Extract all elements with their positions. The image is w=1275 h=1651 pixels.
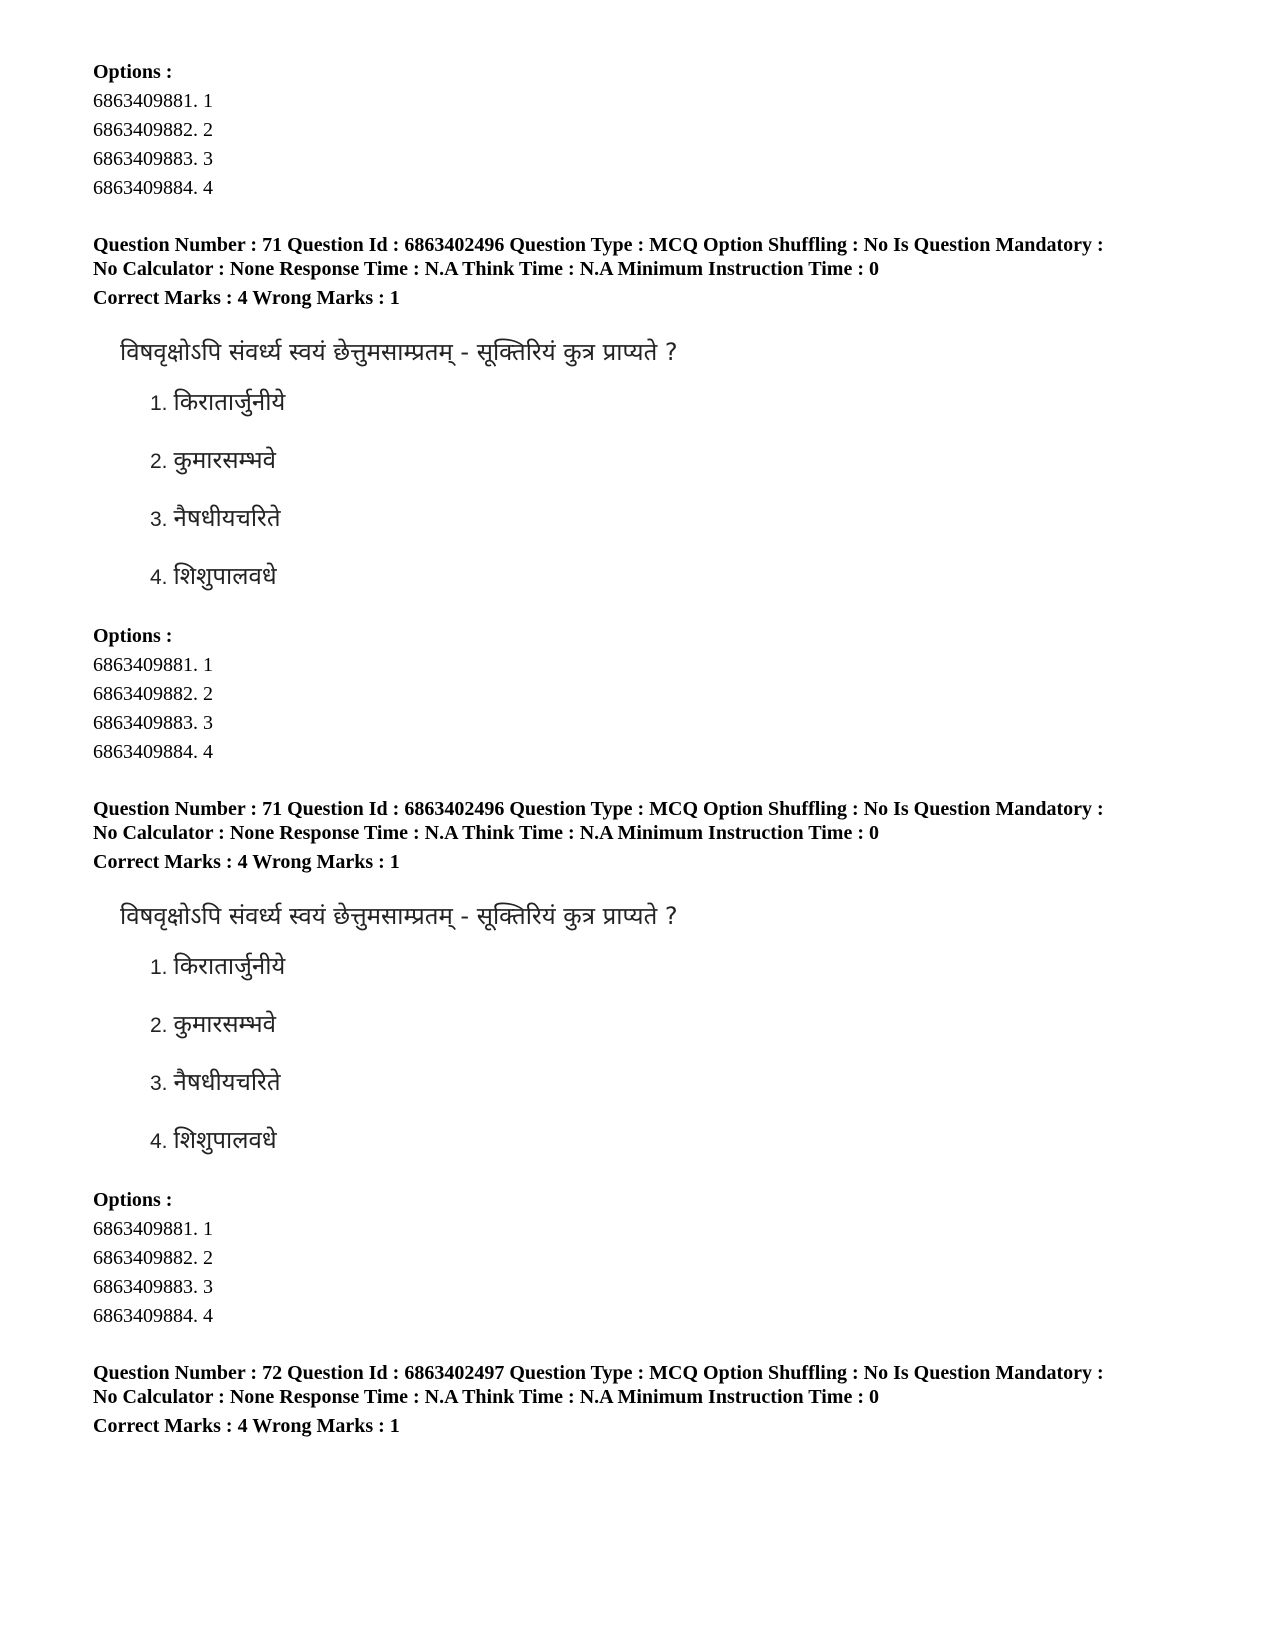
question-body (120, 900, 678, 1182)
question-meta-line-2: No Calculator : None Response Time : N.A Think Time : N.A Minimum Instruction Time : 0 (93, 1386, 879, 1408)
question-choice (150, 1124, 678, 1156)
choice-text: कुमारसम्भवे (173, 1010, 276, 1038)
choice-text: नैषधीयचरिते (173, 504, 281, 532)
question-choice (150, 444, 678, 476)
option-item: 6863409883. 3 (93, 1276, 213, 1298)
question-choices (150, 386, 678, 592)
question-meta (93, 797, 1213, 874)
question-meta-line-2: No Calculator : None Response Time : N.A Think Time : N.A Minimum Instruction Time : 0 (93, 258, 879, 280)
question-meta-line-1: Question Number : 71 Question Id : 6863402496 Question Type : MCQ Option Shuffling : No Is Question Mandatory : (93, 798, 1104, 820)
option-item: 6863409881. 1 (93, 654, 213, 676)
choice-number: 1. (150, 392, 168, 415)
option-item: 6863409882. 2 (93, 1247, 213, 1269)
choice-text: नैषधीयचरिते (173, 1068, 281, 1096)
question-choice (150, 386, 678, 418)
question-body (120, 336, 678, 618)
option-item: 6863409883. 3 (93, 148, 213, 170)
choice-text: शिशुपालवधे (173, 562, 277, 590)
question-marks: Correct Marks : 4 Wrong Marks : 1 (93, 1415, 400, 1437)
choice-number: 4. (150, 566, 168, 589)
question-meta-line-1: Question Number : 71 Question Id : 6863402496 Question Type : MCQ Option Shuffling : No Is Question Mandatory : (93, 234, 1104, 256)
question-choice (150, 1066, 678, 1098)
choice-number: 3. (150, 1072, 168, 1095)
options-block (93, 58, 213, 203)
option-item: 6863409883. 3 (93, 712, 213, 734)
options-block (93, 1186, 213, 1331)
question-choices (150, 950, 678, 1156)
option-item: 6863409882. 2 (93, 683, 213, 705)
choice-number: 2. (150, 1014, 168, 1037)
option-item: 6863409884. 4 (93, 1305, 213, 1327)
options-label: Options : (93, 625, 173, 647)
question-choice (150, 560, 678, 592)
question-meta (93, 233, 1213, 310)
choice-text: किरातार्जुनीये (173, 388, 286, 416)
choice-text: शिशुपालवधे (173, 1126, 277, 1154)
question-choice (150, 950, 678, 982)
question-meta-line-1: Question Number : 72 Question Id : 6863402497 Question Type : MCQ Option Shuffling : No Is Question Mandatory : (93, 1362, 1104, 1384)
choice-number: 1. (150, 956, 168, 979)
question-marks: Correct Marks : 4 Wrong Marks : 1 (93, 287, 400, 309)
question-text: विषवृक्षोऽपि संवर्ध्य स्वयं छेत्तुमसाम्प्रतम् - सूक्तिरियं कुत्र प्राप्यते ? (120, 338, 678, 366)
question-choice (150, 1008, 678, 1040)
choice-number: 3. (150, 508, 168, 531)
option-item: 6863409884. 4 (93, 177, 213, 199)
question-choice (150, 502, 678, 534)
choice-text: किरातार्जुनीये (173, 952, 286, 980)
option-item: 6863409881. 1 (93, 1218, 213, 1240)
question-marks: Correct Marks : 4 Wrong Marks : 1 (93, 851, 400, 873)
question-meta (93, 1361, 1213, 1438)
option-item: 6863409882. 2 (93, 119, 213, 141)
options-block (93, 622, 213, 767)
options-label: Options : (93, 1189, 173, 1211)
question-text: विषवृक्षोऽपि संवर्ध्य स्वयं छेत्तुमसाम्प्रतम् - सूक्तिरियं कुत्र प्राप्यते ? (120, 902, 678, 930)
option-item: 6863409884. 4 (93, 741, 213, 763)
options-label: Options : (93, 61, 173, 83)
option-item: 6863409881. 1 (93, 90, 213, 112)
choice-number: 2. (150, 450, 168, 473)
choice-number: 4. (150, 1130, 168, 1153)
choice-text: कुमारसम्भवे (173, 446, 276, 474)
question-meta-line-2: No Calculator : None Response Time : N.A Think Time : N.A Minimum Instruction Time : 0 (93, 822, 879, 844)
